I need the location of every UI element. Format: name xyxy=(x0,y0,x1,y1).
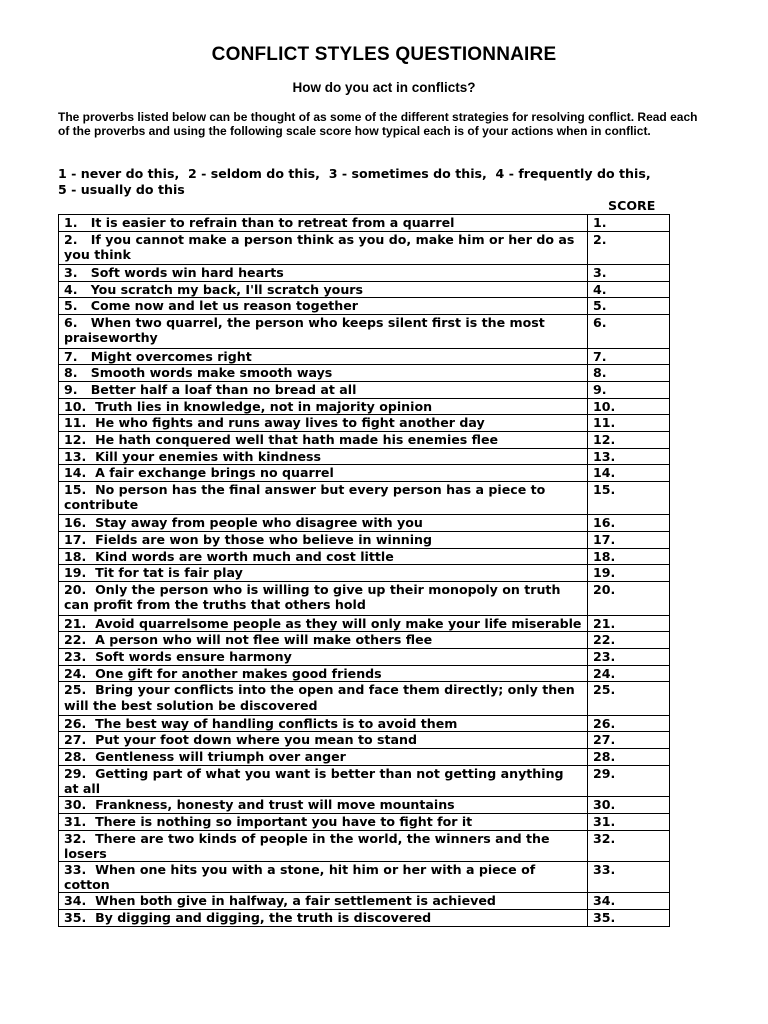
table-row xyxy=(59,231,670,264)
score-cell[interactable]: 15. xyxy=(588,482,670,515)
question-text: 25. Bring your conflicts into the open and face them directly; only then will the best solution be discovered xyxy=(59,682,588,715)
score-cell[interactable]: 13. xyxy=(588,448,670,465)
table-row xyxy=(59,281,670,298)
question-text: 15. No person has the final answer but every person has a piece to contribute xyxy=(59,482,588,515)
score-cell[interactable]: 30. xyxy=(588,797,670,814)
table-row xyxy=(59,532,670,549)
question-text: 14. A fair exchange brings no quarrel xyxy=(59,465,588,482)
table-row xyxy=(59,749,670,766)
question-text: 23. Soft words ensure harmony xyxy=(59,648,588,665)
rating-scale-line-2: 5 - usually do this xyxy=(58,182,185,197)
questions-table xyxy=(58,214,670,927)
question-text: 18. Kind words are worth much and cost little xyxy=(59,548,588,565)
question-text: 7. Might overcomes right xyxy=(59,348,588,365)
question-text: 31. There is nothing so important you have to fight for it xyxy=(59,813,588,830)
question-text: 34. When both give in halfway, a fair settlement is achieved xyxy=(59,893,588,910)
question-text: 9. Better half a loaf than no bread at all xyxy=(59,381,588,398)
question-text: 1. It is easier to refrain than to retreat from a quarrel xyxy=(59,215,588,232)
question-text: 3. Soft words win hard hearts xyxy=(59,265,588,282)
score-cell[interactable]: 12. xyxy=(588,431,670,448)
question-text: 16. Stay away from people who disagree with you xyxy=(59,515,588,532)
score-cell[interactable]: 26. xyxy=(588,715,670,732)
score-cell[interactable]: 16. xyxy=(588,515,670,532)
table-row xyxy=(59,893,670,910)
question-text: 4. You scratch my back, I'll scratch yours xyxy=(59,281,588,298)
score-cell[interactable]: 14. xyxy=(588,465,670,482)
score-cell[interactable]: 19. xyxy=(588,565,670,582)
rating-scale xyxy=(58,166,710,198)
score-cell[interactable]: 33. xyxy=(588,861,670,892)
table-row xyxy=(59,732,670,749)
score-cell[interactable]: 5. xyxy=(588,298,670,315)
table-row xyxy=(59,315,670,348)
question-text: 26. The best way of handling conflicts is to avoid them xyxy=(59,715,588,732)
table-row xyxy=(59,830,670,861)
question-text: 10. Truth lies in knowledge, not in majority opinion xyxy=(59,398,588,415)
score-cell[interactable]: 17. xyxy=(588,532,670,549)
question-text: 8. Smooth words make smooth ways xyxy=(59,365,588,382)
score-cell[interactable]: 20. xyxy=(588,582,670,615)
instructions-paragraph: The proverbs listed below can be thought of as some of the different strategies for resolving conflict. Read each of the proverbs and using the following scale score how typical each is of your actions when in conflict. xyxy=(58,110,698,138)
score-cell[interactable]: 31. xyxy=(588,813,670,830)
table-row xyxy=(59,615,670,632)
question-text: 21. Avoid quarrelsome people as they will only make your life miserable xyxy=(59,615,588,632)
table-row xyxy=(59,548,670,565)
table-row xyxy=(59,415,670,432)
question-text: 28. Gentleness will triumph over anger xyxy=(59,749,588,766)
score-cell[interactable]: 35. xyxy=(588,910,670,927)
score-cell[interactable]: 4. xyxy=(588,281,670,298)
table-row xyxy=(59,582,670,615)
question-text: 35. By digging and digging, the truth is discovered xyxy=(59,910,588,927)
score-cell[interactable]: 11. xyxy=(588,415,670,432)
score-cell[interactable]: 25. xyxy=(588,682,670,715)
page-subtitle: How do you act in conflicts? xyxy=(292,80,476,95)
question-text: 5. Come now and let us reason together xyxy=(59,298,588,315)
table-row xyxy=(59,797,670,814)
table-row xyxy=(59,910,670,927)
page-title: CONFLICT STYLES QUESTIONNAIRE xyxy=(211,44,557,65)
table-row xyxy=(59,715,670,732)
question-text: 19. Tit for tat is fair play xyxy=(59,565,588,582)
score-cell[interactable]: 3. xyxy=(588,265,670,282)
table-row xyxy=(59,682,670,715)
question-text: 30. Frankness, honesty and trust will move mountains xyxy=(59,797,588,814)
score-cell[interactable]: 21. xyxy=(588,615,670,632)
score-cell[interactable]: 8. xyxy=(588,365,670,382)
table-row xyxy=(59,861,670,892)
question-text: 20. Only the person who is willing to give up their monopoly on truth can profit from the truths that others hold xyxy=(59,582,588,615)
score-cell[interactable]: 9. xyxy=(588,381,670,398)
question-text: 33. When one hits you with a stone, hit him or her with a piece of cotton xyxy=(59,861,588,892)
table-row xyxy=(59,648,670,665)
table-row xyxy=(59,813,670,830)
question-text: 13. Kill your enemies with kindness xyxy=(59,448,588,465)
table-row xyxy=(59,398,670,415)
score-cell[interactable]: 24. xyxy=(588,665,670,682)
score-cell[interactable]: 32. xyxy=(588,830,670,861)
table-row xyxy=(59,632,670,649)
score-column-header: SCORE xyxy=(608,198,656,213)
score-cell[interactable]: 29. xyxy=(588,765,670,796)
score-cell[interactable]: 27. xyxy=(588,732,670,749)
question-text: 2. If you cannot make a person think as you do, make him or her do as you think xyxy=(59,231,588,264)
table-row xyxy=(59,298,670,315)
score-cell[interactable]: 34. xyxy=(588,893,670,910)
table-row xyxy=(59,348,670,365)
score-cell[interactable]: 7. xyxy=(588,348,670,365)
table-row xyxy=(59,215,670,232)
rating-scale-line-1: 1 - never do this, 2 - seldom do this, 3 - sometimes do this, 4 - frequently do this, xyxy=(58,166,651,181)
table-row xyxy=(59,482,670,515)
question-text: 27. Put your foot down where you mean to stand xyxy=(59,732,588,749)
table-row xyxy=(59,665,670,682)
question-text: 12. He hath conquered well that hath made his enemies flee xyxy=(59,431,588,448)
score-cell[interactable]: 2. xyxy=(588,231,670,264)
table-row xyxy=(59,465,670,482)
question-text: 32. There are two kinds of people in the world, the winners and the losers xyxy=(59,830,588,861)
table-row xyxy=(59,381,670,398)
score-cell[interactable]: 28. xyxy=(588,749,670,766)
question-text: 29. Getting part of what you want is better than not getting anything at all xyxy=(59,765,588,796)
table-row xyxy=(59,448,670,465)
table-row xyxy=(59,565,670,582)
table-row xyxy=(59,365,670,382)
score-cell[interactable]: 23. xyxy=(588,648,670,665)
table-row xyxy=(59,515,670,532)
table-row xyxy=(59,265,670,282)
score-cell[interactable]: 6. xyxy=(588,315,670,348)
score-cell[interactable]: 22. xyxy=(588,632,670,649)
question-text: 22. A person who will not flee will make others flee xyxy=(59,632,588,649)
score-cell[interactable]: 1. xyxy=(588,215,670,232)
score-cell[interactable]: 18. xyxy=(588,548,670,565)
question-text: 24. One gift for another makes good friends xyxy=(59,665,588,682)
table-row xyxy=(59,765,670,796)
question-text: 11. He who fights and runs away lives to fight another day xyxy=(59,415,588,432)
score-cell[interactable]: 10. xyxy=(588,398,670,415)
question-text: 6. When two quarrel, the person who keeps silent first is the most praiseworthy xyxy=(59,315,588,348)
table-row xyxy=(59,431,670,448)
question-text: 17. Fields are won by those who believe in winning xyxy=(59,532,588,549)
